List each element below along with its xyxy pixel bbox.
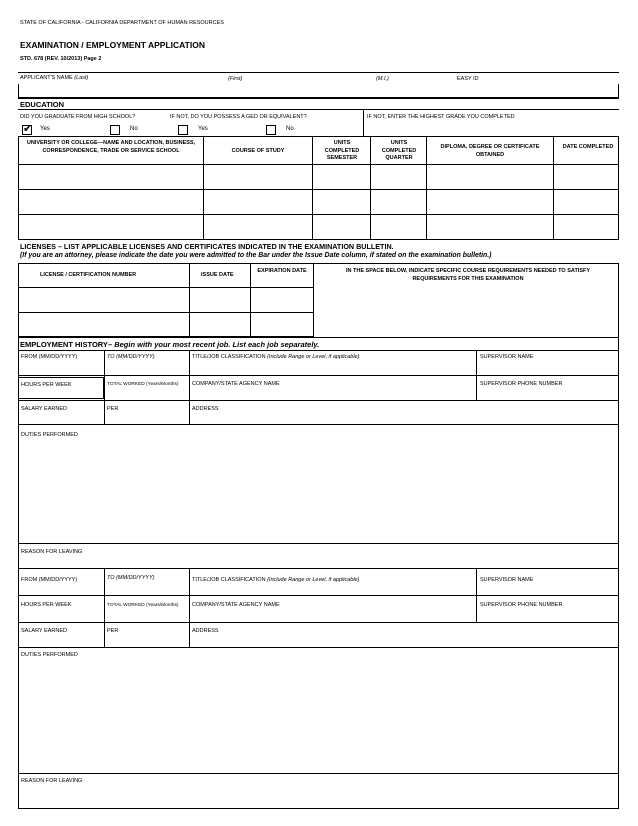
job2-per-label: PER [107,628,119,634]
licenses-heading: LICENSES – LIST APPLICABLE LICENSES AND CERTIFICATES INDICATED IN THE EXAMINATION BULLETIN. [20,242,394,251]
grade-question: IF NOT, ENTER THE HIGHEST GRADE YOU COMPLETED [367,114,515,120]
job2-duties-label: DUTIES PERFORMED [21,652,78,658]
col-issue-date: ISSUE DATE [201,272,234,278]
job1-supervisor-phone-label: SUPERVISOR PHONE NUMBER [480,381,563,387]
job1-title-label: TITLE/JOB CLASSIFICATION (Include Range or Level, if applicable) [192,354,360,360]
job1-total-worked-label: TOTAL WORKED (Years/Months) [107,382,179,387]
applicant-name-label: APPLICANT'S NAME (Last) [20,75,89,81]
job2-reason-label: REASON FOR LEAVING [21,778,83,784]
licenses-subheading: (If you are an attorney, please indicate the date you were admitted to the Bar under the Issue Date column, if stated on the examination bulletin.) [20,252,492,259]
job1-hours-field[interactable] [18,377,104,399]
col-course: COURSE OF STUDY [231,148,285,154]
ged-question: IF NOT, DO YOU POSSESS A GED OR EQUIVALENT? [170,114,307,120]
ged-yes-label: Yes [198,126,208,132]
hs-no-checkbox[interactable] [110,125,120,135]
job1-salary-label: SALARY EARNED [21,406,67,412]
course-requirements-label: IN THE SPACE BELOW, INDICATE SPECIFIC COURSE REQUIREMENTS NEEDED TO SATISFY REQUIREMENTS FOR THIS EXAMINATION [345,268,591,282]
job2-total-worked-label: TOTAL WORKED (Years/Months) [107,603,179,608]
easy-id-label: EASY ID [457,76,479,82]
job1-address-label: ADDRESS [192,406,219,412]
ged-yes-checkbox[interactable] [178,125,188,135]
ged-no-label: No [286,126,294,132]
job2-company-label: COMPANY/STATE AGENCY NAME [192,602,280,608]
employment-heading: EMPLOYMENT HISTORY– Begin with your most recent job. List each job separately. [20,340,320,349]
job2-supervisor-label: SUPERVISOR NAME [480,577,534,583]
job2-supervisor-phone-label: SUPERVISOR PHONE NUMBER [480,602,563,608]
col-units-semester: UNITS COMPLETED SEMESTER [324,140,360,161]
col-school: UNIVERSITY OR COLLEGE—NAME AND LOCATION, BUSINESS, CORRESPONDENCE, TRADE OR SERVICE SCHOOL [26,140,196,154]
hs-yes-checkbox[interactable] [22,125,32,135]
ged-no-checkbox[interactable] [266,125,276,135]
job1-company-label: COMPANY/STATE AGENCY NAME [192,381,280,387]
job2-to-label: TO (MM/DD/YYYY) [107,575,155,581]
highschool-question: DID YOU GRADUATE FROM HIGH SCHOOL? [20,114,136,120]
job1-hours-label: HOURS PER WEEK [21,382,72,388]
mi-label: (M.I.) [376,76,389,82]
checkmark-icon: ✔ [23,123,33,135]
applicant-name-field[interactable] [18,84,619,98]
job1-per-label: PER [107,406,119,412]
form-id: STD. 678 (REV. 10/2013) Page 2 [20,56,102,62]
col-license-number: LICENSE / CERTIFICATION NUMBER [40,272,137,278]
col-diploma: DIPLOMA, DEGREE OR CERTIFICATE OBTAINED [440,144,540,158]
agency-name: STATE OF CALIFORNIA - CALIFORNIA DEPARTMENT OF HUMAN RESOURCES [20,20,224,26]
job1-duties-label: DUTIES PERFORMED [21,432,78,438]
col-expiration: EXPIRATION DATE [257,268,307,274]
col-date-completed: DATE COMPLETED [562,144,614,150]
hs-no-label: No [130,126,138,132]
col-units-quarter: UNITS COMPLETED QUARTER [381,140,417,161]
job1-from-label: FROM (MM/DD/YYYY) [21,354,78,360]
form-title: EXAMINATION / EMPLOYMENT APPLICATION [20,40,205,50]
job2-from-label: FROM (MM/DD/YYYY) [21,577,78,583]
first-name-label: (First) [228,76,243,82]
job2-hours-label: HOURS PER WEEK [21,602,72,608]
job1-reason-label: REASON FOR LEAVING [21,549,83,555]
job2-title-label: TITLE/JOB CLASSIFICATION (Include Range or Level, if applicable) [192,577,360,583]
job2-salary-label: SALARY EARNED [21,628,67,634]
job1-to-label: TO (MM/DD/YYYY) [107,354,155,360]
education-heading: EDUCATION [20,100,65,109]
job1-supervisor-label: SUPERVISOR NAME [480,354,534,360]
job2-address-label: ADDRESS [192,628,219,634]
hs-yes-label: Yes [40,126,50,132]
